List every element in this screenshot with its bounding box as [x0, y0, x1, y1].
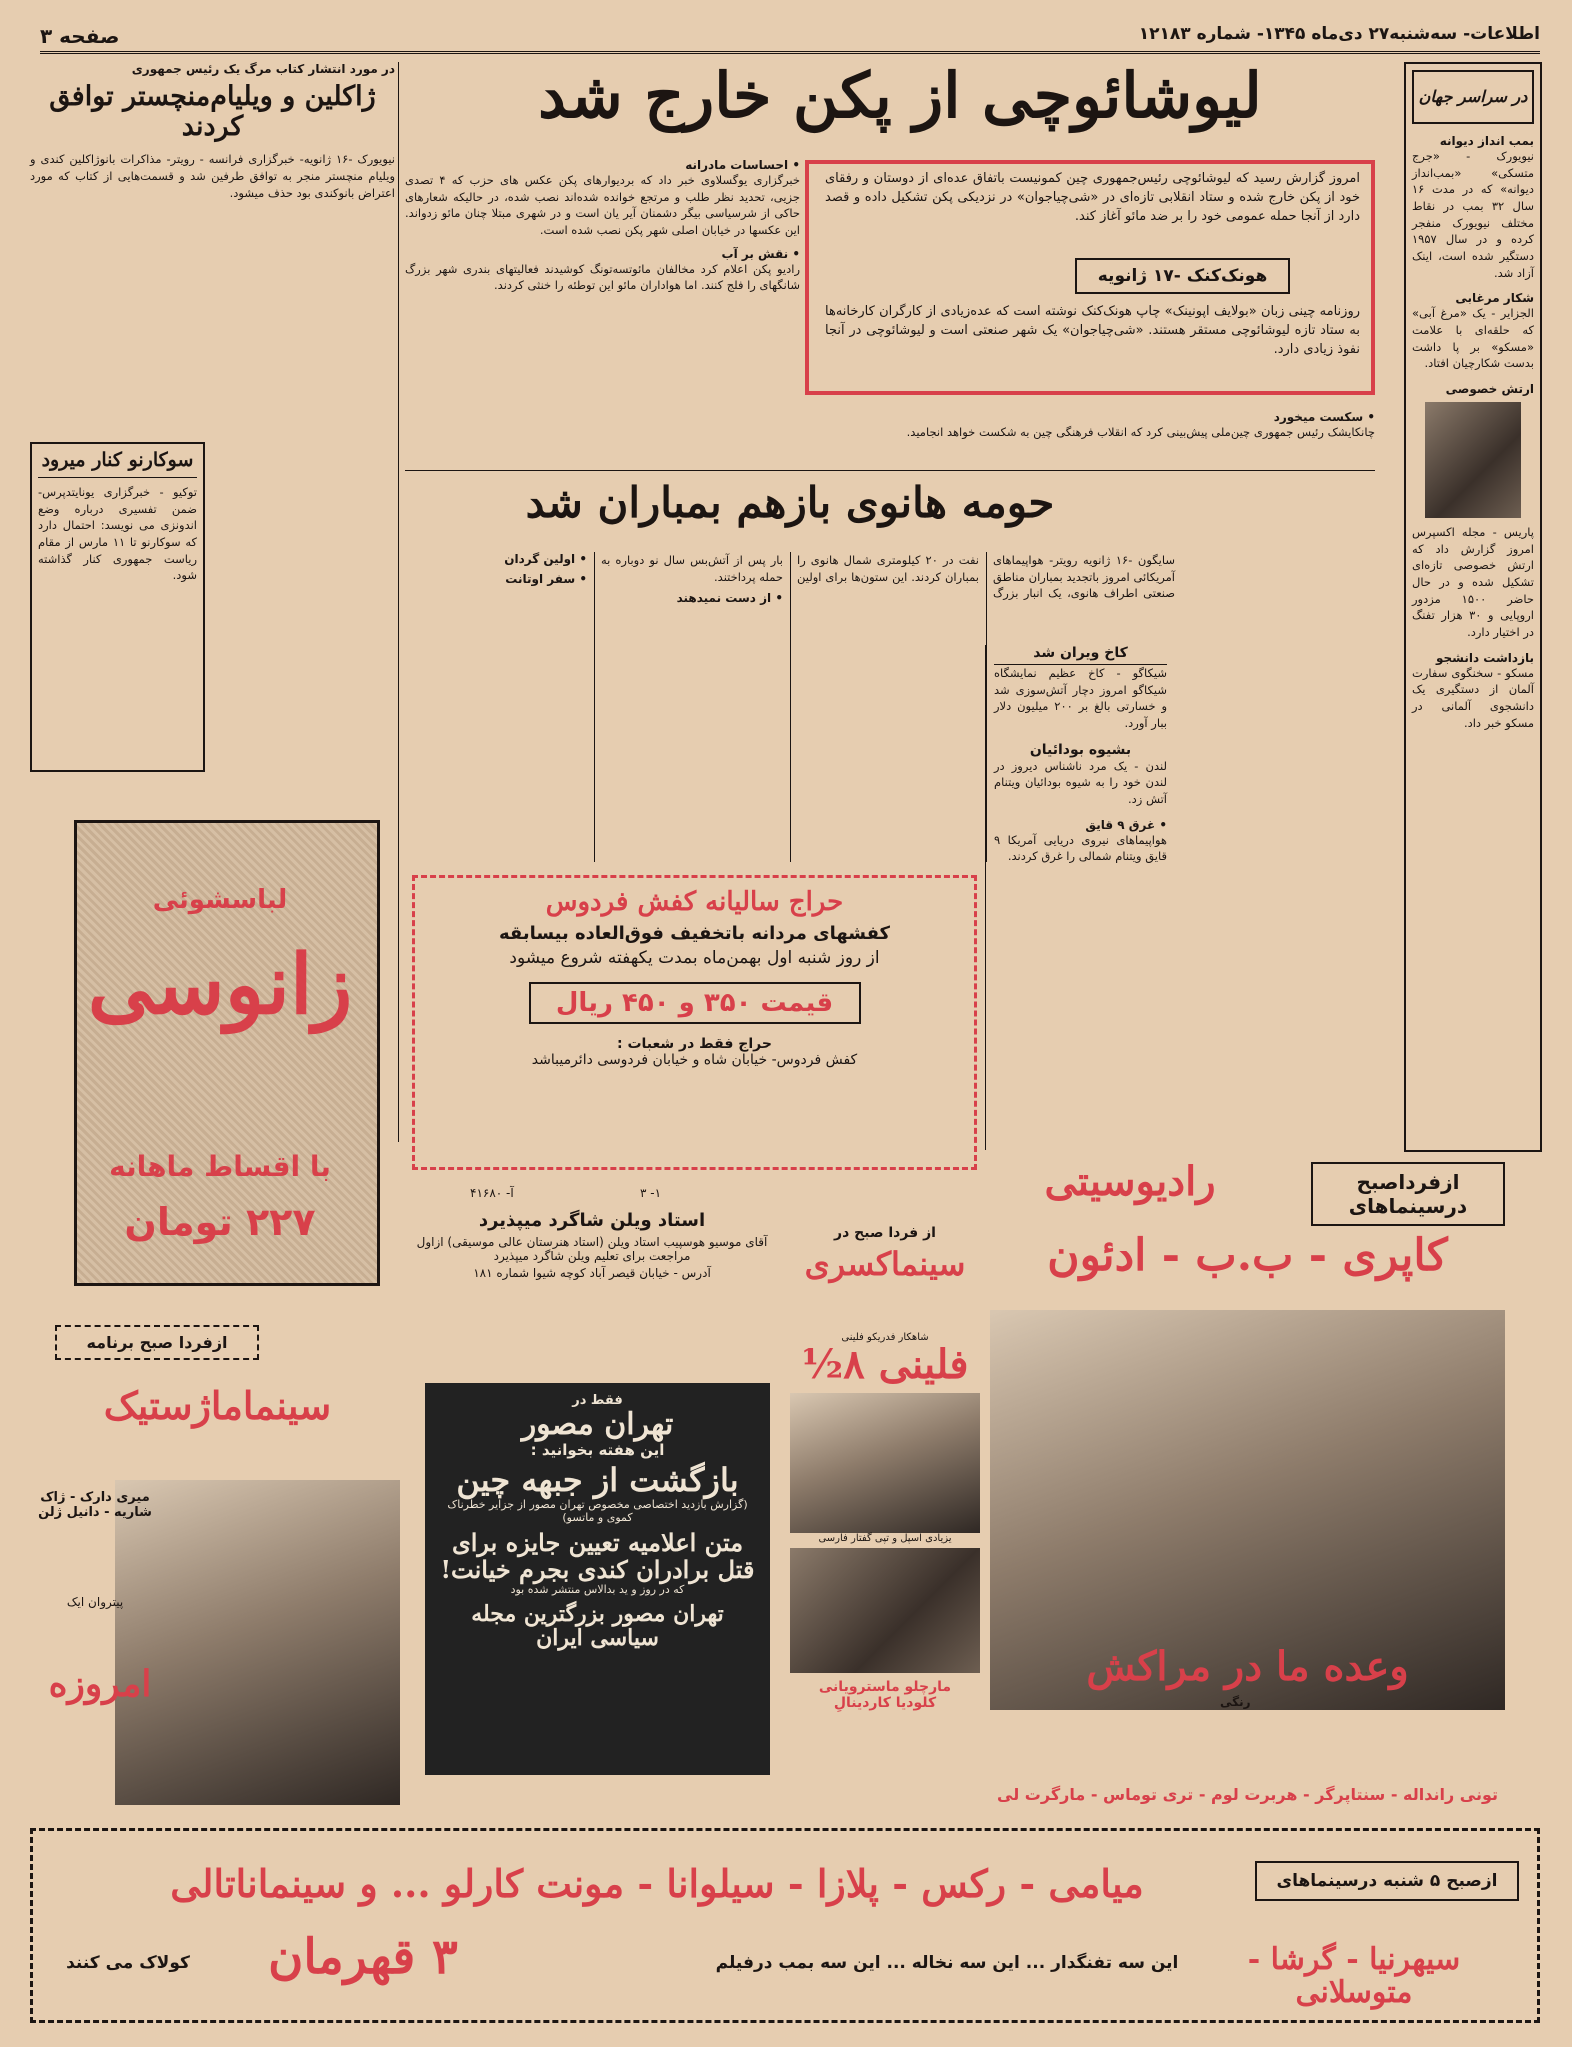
tehran-head2: متن اعلامیه تعیین جایزه برای قتل برادران کندی بجرم خیانت!	[440, 1528, 755, 1584]
kasra-cast-2: کلودیا کاردینالِ	[833, 1695, 937, 1712]
violin-ad	[412, 1210, 772, 1305]
page-number: صفحه ۳	[40, 24, 120, 48]
radiocity-color: رنگی	[1220, 1695, 1251, 1709]
bullet-title: • سکست میخورد	[1273, 410, 1375, 424]
sukarno-headline: سوکارنو کنار میرود	[38, 450, 197, 478]
kasra-caption: یزیادی اسپل و تپی گفتار فارسی	[818, 1533, 952, 1545]
bottom-header: ازصبح ۵ شنبه درسینماهای	[1255, 1861, 1519, 1901]
masthead	[40, 18, 1540, 54]
zanussi-brand: زانوسی	[87, 937, 353, 1033]
item-text: پاریس - مجله اکسپرس امروز گزارش داد که ارتش خصوصی تازه‌ای تشکیل شده و در حال حاضر ۱۵۰۰ مزدور اروپایی و ۳۰ هزار تفنگ در اختیار دارد.	[1412, 525, 1534, 640]
kasra-name: سینماکسری	[804, 1245, 966, 1283]
main-headline: لیوشائوچی از پکن خارج شد	[538, 59, 1262, 132]
radiocity-film: وعده ما در مراکش	[1086, 1643, 1409, 1690]
lead-text: امروز گزارش رسید که لیوشائوچی رئیس‌جمهوری چین کمونیست باتفاق عده‌ای از دوستان و رفقای خود از پکن خارج شده و ستاد انقلابی تازه‌ای در «شی‌چیاجوان» در نزدیکی پکن تشکیل داده و قصد دارد از آنجا حمله عمومی خود را بر ضد مائو آغاز کند.	[825, 171, 1360, 224]
second-story-body: سایگون -۱۶ ژانویه رویتر- هواپیماهای آمریکائی امروز باتجدید بمباران مناطق صنعتی اطراف هانوی، یک انبار بزرگ نفت در ۲۰ کیلومتری شمال هانوی را بمباران کردند. این ستون‌ها برای اولین بار پس از آتش‌بس سال نو دوباره به حمله پرداختند.	[601, 553, 1175, 601]
bottom-cast: سیهرنیا - گرشا - متوسلانی	[1247, 1942, 1461, 2010]
box-text: روزنامه چینی زبان «بولایف اپونینک» چاپ هونک‌کنک نوشته است که عده‌زیادی از کارگران کارخانه‌ها به ستاد تازه لیوشائوچی مستقر هستند. «شی‌چیاجوان» یک شهر صنعتی است و لیوشائوچی در آنجا نفوذ زیادی دارد.	[825, 304, 1360, 357]
majestic-poster	[115, 1480, 400, 1805]
tehran-sub2: که در روز و ید بدالاس منتشر شده بود	[510, 1582, 685, 1596]
shoe-sale-ad	[412, 875, 977, 1170]
bullet-title: • نقش بر آب	[721, 246, 800, 261]
kasra-photo-2	[790, 1548, 980, 1673]
zanussi-ad	[35, 800, 390, 1295]
kasra-tag: شاهکار فدریکو فلینی	[841, 1332, 929, 1344]
item-text: هواپیماهای نیروی دریایی آمریکا ۹ قایق ویتنام شمالی را غرق کردند.	[994, 832, 1167, 864]
left-story-body: نیویورک -۱۶ ژانویه- خبرگزاری فرانسه - رویتر- مذاکرات بانوژاکلین کندی و ویلیام منچستر منجر به توافق طرفین شد و قسمت‌هایی از کتاب که مورد اعتراض بانوکندی بود حذف میشود.	[30, 152, 395, 200]
majestic-name: سینماماژستیک	[103, 1383, 332, 1428]
zanussi-price: ۲۲۷ تومان	[124, 1200, 316, 1244]
item-text: لندن - یک مرد ناشناس دیروز در لندن خود را به شیوه بودائیان ویتنام آتش زد.	[994, 758, 1167, 807]
kasra-ad	[790, 1225, 980, 1825]
violin-title: استاد ویلن شاگرد میپذیرد	[478, 1210, 706, 1231]
bullet-text: خبرگزاری یوگسلاوی خبر داد که بردیوارهای پکن عکس های حزب که ۴ تصدی جزیی، تحدید نظر طلب و مرتجع خوانده شده‌اند نصب شده، در حالیکه شعارهای حاکی از شرسیاسی بیگر دشمنان آیر یان است و در شهری مبتلا چنان مائو زدواند. این عکسها در خیابان اصلی شهر پکن نصب شده است.	[405, 173, 801, 238]
subhead: • اولین گردان	[504, 552, 587, 566]
left-story-headline: ژاکلین و ویلیام‌منچستر توافق کردند	[49, 81, 376, 142]
tehran-name: تهران مصور	[521, 1407, 674, 1442]
tehran-foot: تهران مصور بزرگترین مجله سیاسی ایران	[471, 1600, 724, 1652]
radiocity-ad	[990, 1150, 1505, 1825]
item-title: کاخ ویران شد	[994, 645, 1167, 665]
bullet-text: چانکایشک رئیس جمهوری چین‌ملی پیش‌بینی کرد که انقلاب فرهنگی چین به شکست خواهد انجامید.	[906, 425, 1375, 439]
violin-text: آقای موسیو هوسپیب استاد ویلن (استاد هنرستان عالی موسیقی) ازاول مراجعت برای تعلیم ویلن شاگرد میپذیرد	[416, 1235, 768, 1263]
item-text: نیویورک - «جرج متسکی» «بمب‌انداز دیوانه» که در مدت ۱۶ سال ۳۲ بمب در نقاط مختلف نیویورک منفجر کرده و در سال ۱۹۵۷ دستگیر شده است، اینک آزاد شد.	[1412, 149, 1534, 280]
left-story-kicker: در مورد انتشار کتاب مرگ یک رئیس جمهوری	[131, 62, 395, 76]
item-title: شکار مرغابی	[1455, 291, 1534, 306]
bullets-column-2	[805, 410, 1375, 441]
violin-address: آدرس - خیابان قیصر آباد کوچه شیوا شماره ۱۸۱	[473, 1266, 711, 1280]
kasra-cast: مارچلو ماسترویانی	[818, 1679, 952, 1696]
majestic-header: ازفردا صبح برنامه	[55, 1325, 259, 1360]
bottom-film: ۳ قهرمان	[268, 1929, 458, 1985]
shoe-price: قیمت ۳۵۰ و ۴۵۰ ریال	[529, 982, 861, 1024]
majestic-credit: پیتروان ایک	[66, 1595, 124, 1609]
tehran-sub1: (گزارش بازدید اختصاصی مخصوص تهران مصور از جزایر خطرناک کموی و ماتسو)	[447, 1498, 748, 1525]
rule	[405, 470, 1375, 471]
left-story	[30, 62, 395, 201]
second-headline: حومه هانوی بازهم بمباران شد	[525, 478, 1055, 527]
ad-code-2: ۱- ۳	[640, 1186, 662, 1200]
tehran-week: این هفته بخوانید :	[530, 1441, 665, 1459]
sukarno-box	[30, 442, 205, 772]
masthead-info: اطلاعات- سه‌شنبه۲۷ دی‌ماه ۱۳۴۵- شماره ۱۲۱۸۳	[1138, 24, 1540, 44]
majestic-film: امروزه	[48, 1663, 152, 1705]
item-text: شیکاگو - کاخ عظیم نمایشگاه شیکاگو امروز دچار آتش‌سوزی شد و خسارتی بالغ بر ۲۰۰ میلیون دلار ببار آورد.	[994, 666, 1167, 731]
kasra-photo-1	[790, 1393, 980, 1533]
radiocity-list: کاپری - ب.ب - ادئون	[1047, 1230, 1448, 1281]
tehran-mosavar-ad	[425, 1383, 770, 1775]
bottom-cinema-ad	[30, 1828, 1540, 2023]
majestic-cast: میری دارک - ژاک شاریه - دانیل ژلن	[38, 1490, 152, 1520]
bullet-title: • احساسات مادرانه	[685, 158, 800, 172]
subhead: • از دست نمیدهند	[676, 591, 783, 606]
kasra-film: فلینی ۸½	[801, 1341, 969, 1389]
bullet-text: رادیو پکن اعلام کرد مخالفان مائوتسه‌تونگ کوشیدند فعالیتهای بندری شهر بزرگ شانگهای را فلج کنند. اما هواداران مائو این توطئه را خنثی کردند.	[405, 261, 800, 293]
item-title: • غرق ۹ قایق	[1085, 817, 1167, 832]
bottom-cinemas: میامی - رکس - پلازا - سیلوانا - مونت کارلو ... و سینماناتالی	[170, 1861, 1144, 1906]
portrait-photo	[1425, 402, 1521, 518]
majestic-ad	[35, 1315, 400, 1815]
dateline-box: هونک‌کنک -۱۷ ژانویه	[1075, 258, 1290, 294]
shoe-branches: کفش فردوس- خیابان شاه و خیابان فردوسی دائرمیباشد	[531, 1051, 858, 1068]
mid-column	[985, 645, 1175, 1150]
shoe-line1: کفشهای مردانه باتخفیف فوق‌العاده بیسابقه	[498, 922, 891, 944]
bottom-end: کولاک می کنند	[66, 1953, 190, 1973]
item-text: مسکو - سخنگوی سفارت آلمان از دستگیری یک دانشجوی آلمانی در مسکو خبر داد.	[1412, 665, 1534, 730]
item-text: الجزایر - یک «مرغ آبی» که حلقه‌ای با علامت «مسکو» بر پا داشت بدست شکارچیان افتاد.	[1412, 306, 1534, 371]
world-news-column	[1404, 62, 1542, 1152]
zanussi-subtitle: لباسشوئی	[152, 885, 288, 915]
item-title: بشیوه بودائیان	[1029, 741, 1132, 758]
shoe-line2: از روز شنبه اول بهمن‌ماه بمدت یکهفته شروع میشود	[509, 947, 880, 968]
sukarno-body: توکیو - خبرگزاری یونایتدپرس- ضمن تفسیری درباره وضع اندونزی می نویسد: احتمال دارد که سوکارنو تا ۱۱ مارس از مقام ریاست جمهوری کنار گذاشته شود.	[38, 484, 197, 583]
kasra-header: از فردا صبح در	[834, 1225, 936, 1241]
ad-code: آ- ۴۱۶۸۰	[470, 1186, 514, 1200]
tehran-head1: بازگشت از جبهه چین	[456, 1461, 739, 1499]
radiocity-header: ازفرداصبح درسینماهای	[1311, 1162, 1505, 1226]
zanussi-installment: با اقساط ماهانه	[109, 1150, 331, 1183]
item-title: بمب انداز دیوانه	[1439, 134, 1534, 148]
bullets-column	[405, 158, 800, 294]
bottom-text: این سه تفنگدار ... این سه نخاله ... این سه بمب درفیلم	[715, 1953, 1179, 1973]
shoe-title: حراج سالیانه کفش فردوس	[545, 887, 844, 917]
column-rule	[398, 62, 399, 1142]
item-title: ارتش خصوصی	[1445, 382, 1534, 397]
tehran-top: فقط در	[572, 1393, 623, 1408]
subhead: • سفر اوتانت	[505, 572, 587, 586]
shoe-branches-title: حراج فقط در شعبات :	[617, 1035, 772, 1052]
item-title: بازداشت دانشجو	[1435, 650, 1534, 665]
radiocity-name: رادیوسیتی	[1044, 1158, 1216, 1205]
radiocity-cast: تونی رانداله - سنتاپرگر - هربرت لوم - تری توماس - مارگرت لی	[997, 1785, 1498, 1804]
world-news-logo: در سراسر جهان	[1412, 70, 1534, 124]
